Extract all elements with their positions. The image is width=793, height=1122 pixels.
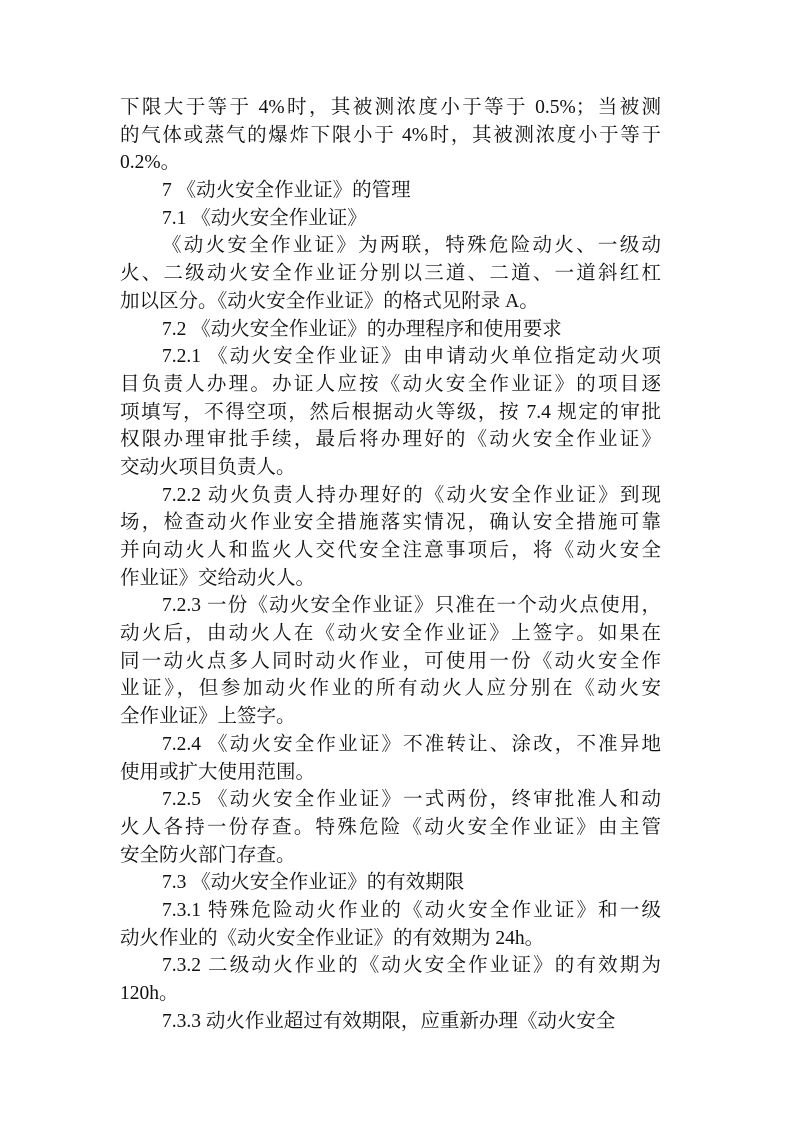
- paragraph: [120, 482, 661, 593]
- text-line: 场，检查动火作业安全措施落实情况，确认安全措施可靠: [120, 512, 661, 534]
- paragraph: [120, 232, 661, 315]
- text-line: 项填写，不得空项，然后根据动火等级，按 7.4 规定的审批: [120, 401, 661, 423]
- paragraph: [120, 343, 661, 481]
- text-line: 120h。: [120, 983, 179, 1004]
- text-line: 并向动火人和监火人交代安全注意事项后，将《动火安全: [120, 540, 661, 561]
- paragraph: [120, 1008, 661, 1036]
- text-line: 使用或扩大使用范围。: [120, 761, 316, 783]
- paragraph: [120, 869, 661, 897]
- text-line: 火、二级动火安全作业证分别以三道、二道、一道斜红杠: [120, 263, 661, 285]
- paragraph: [120, 952, 661, 1007]
- text-line: 7.2.2 动火负责人持办理好的《动火安全作业证》到现: [162, 484, 661, 506]
- text-line: 业证》，但参加动火作业的所有动火人应分别在《动火安: [120, 678, 661, 700]
- paragraph: [120, 592, 661, 730]
- paragraph: [120, 205, 661, 233]
- text-line: 7.3.2 二级动火作业的《动火安全作业证》的有效期为: [162, 955, 661, 977]
- text-line: 火人各持一份存查。特殊危险《动火安全作业证》由主管: [120, 816, 661, 838]
- text-line: 7.2 《动火安全作业证》的办理程序和使用要求: [162, 318, 562, 340]
- text-line: 7.3.3 动火作业超过有效期限，应重新办理《动火安全: [162, 1010, 616, 1032]
- paragraph: [120, 177, 661, 205]
- text-line: 安全防火部门存查。: [120, 844, 296, 866]
- text-line: 7.2.1 《动火安全作业证》由申请动火单位指定动火项: [162, 346, 661, 368]
- text-line: 同一动火点多人同时动火作业，可使用一份《动火安全作: [120, 650, 661, 672]
- paragraph: [120, 897, 661, 952]
- text-line: 权限办理审批手续，最后将办理好的《动火安全作业证》: [120, 429, 661, 451]
- text-line: 全作业证》上签字。: [120, 706, 296, 728]
- text-line: 7.3.1 特殊危险动火作业的《动火安全作业证》和一级: [162, 899, 661, 921]
- paragraph: [120, 786, 661, 869]
- paragraph: [120, 731, 661, 786]
- text-line: 下限大于等于 4%时，其被测浓度小于等于 0.5%；当被测: [120, 97, 661, 118]
- text-line: 作业证》交给动火人。: [120, 567, 316, 589]
- text-line: 7.3 《动火安全作业证》的有效期限: [162, 872, 465, 894]
- document-page: [120, 94, 661, 1035]
- paragraph: [120, 94, 661, 177]
- text-line: 的气体或蒸气的爆炸下限小于 4%时，其被测浓度小于等于: [120, 124, 661, 146]
- text-line: 目负责人办理。办证人应按《动火安全作业证》的项目逐: [120, 373, 661, 395]
- text-line: 0.2%。: [120, 152, 181, 174]
- text-line: 7 《动火安全作业证》的管理: [162, 180, 411, 202]
- text-line: 加以区分。《动火安全作业证》的格式见附录 A。: [120, 290, 539, 312]
- text-line: 动火作业的《动火安全作业证》的有效期为 24h。: [120, 927, 545, 949]
- text-line: 7.2.5 《动火安全作业证》一式两份，终审批准人和动: [162, 789, 661, 811]
- text-line: 交动火项目负责人。: [120, 456, 296, 478]
- text-line: 7.2.4 《动火安全作业证》不准转让、涂改，不准异地: [162, 733, 661, 755]
- paragraph: [120, 316, 661, 344]
- text-line: 动火后，由动火人在《动火安全作业证》上签字。如果在: [120, 623, 661, 645]
- text-line: 7.1 《动火安全作业证》: [162, 207, 367, 229]
- text-line: 《动火安全作业证》为两联，特殊危险动火、一级动: [162, 235, 661, 257]
- text-line: 7.2.3 一份《动火安全作业证》只准在一个动火点使用，: [162, 595, 661, 617]
